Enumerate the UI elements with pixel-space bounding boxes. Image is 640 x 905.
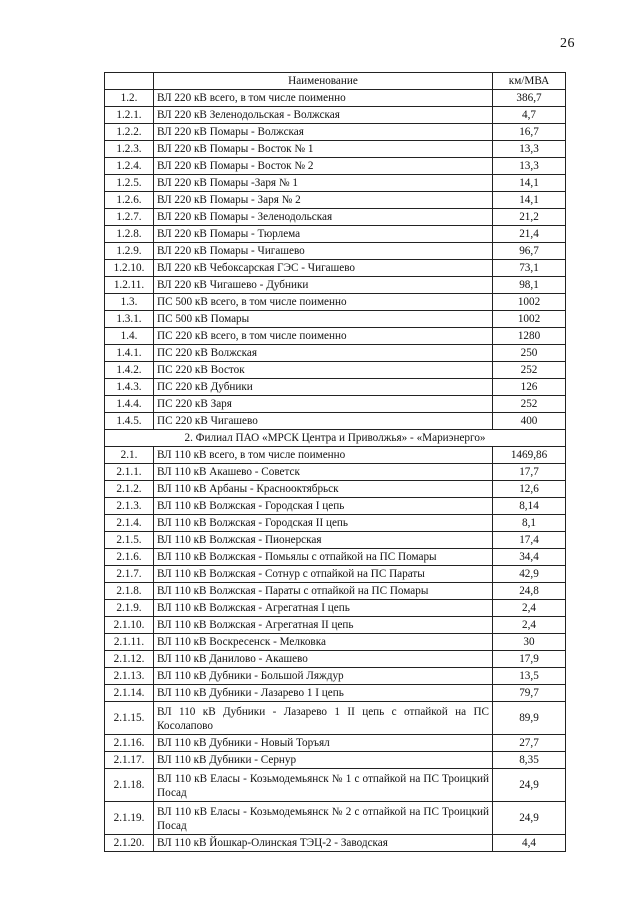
row-name: ВЛ 110 кВ Данилово - Акашево (154, 651, 493, 668)
header-number (105, 73, 154, 90)
row-value: 16,7 (493, 124, 566, 141)
row-value: 1469,86 (493, 447, 566, 464)
row-name: ВЛ 220 кВ Чигашево - Дубники (154, 277, 493, 294)
table-body (105, 90, 566, 852)
row-value: 4,4 (493, 835, 566, 852)
row-name: ПС 220 кВ Волжская (154, 345, 493, 362)
row-value: 24,9 (493, 769, 566, 802)
row-number: 1.2.11. (105, 277, 154, 294)
row-number: 2.1.8. (105, 583, 154, 600)
row-name: ВЛ 110 кВ Волжская - Сотнур с отпайкой на ПС Параты (154, 566, 493, 583)
row-value: 17,7 (493, 464, 566, 481)
row-value: 400 (493, 413, 566, 430)
table-row (105, 90, 566, 107)
row-number: 1.2.6. (105, 192, 154, 209)
row-name: ВЛ 110 кВ Дубники - Лазарево 1 II цепь с отпайкой на ПС Косолапово (154, 702, 493, 735)
row-value: 13,3 (493, 141, 566, 158)
row-value: 8,14 (493, 498, 566, 515)
row-number: 1.2.10. (105, 260, 154, 277)
row-number: 1.2. (105, 90, 154, 107)
table-row (105, 209, 566, 226)
row-value: 34,4 (493, 549, 566, 566)
row-value: 21,2 (493, 209, 566, 226)
row-value: 21,4 (493, 226, 566, 243)
row-number: 2.1.3. (105, 498, 154, 515)
row-value: 4,7 (493, 107, 566, 124)
row-name: ВЛ 110 кВ Дубники - Большой Ляждур (154, 668, 493, 685)
row-name: ВЛ 110 кВ Волжская - Агрегатная I цепь (154, 600, 493, 617)
table-row (105, 600, 566, 617)
table-row (105, 566, 566, 583)
row-name: ВЛ 110 кВ Волжская - Городская II цепь (154, 515, 493, 532)
row-name: ВЛ 110 кВ Акашево - Советск (154, 464, 493, 481)
row-number: 2.1.4. (105, 515, 154, 532)
table-row (105, 362, 566, 379)
row-name: ВЛ 110 кВ Волжская - Агрегатная II цепь (154, 617, 493, 634)
row-number: 2.1.15. (105, 702, 154, 735)
row-value: 27,7 (493, 735, 566, 752)
row-name: ВЛ 220 кВ Помары - Волжская (154, 124, 493, 141)
row-name: ВЛ 220 кВ Помары - Восток № 2 (154, 158, 493, 175)
table-row (105, 668, 566, 685)
row-name: ВЛ 110 кВ Йошкар-Олинская ТЭЦ-2 - Заводская (154, 835, 493, 852)
row-name: ВЛ 110 кВ всего, в том числе поименно (154, 447, 493, 464)
row-name: ВЛ 220 кВ Чебоксарская ГЭС - Чигашево (154, 260, 493, 277)
table-row (105, 617, 566, 634)
row-number: 2.1.11. (105, 634, 154, 651)
row-value: 1280 (493, 328, 566, 345)
row-number: 1.4. (105, 328, 154, 345)
row-name: ВЛ 110 кВ Волжская - Помьялы с отпайкой на ПС Помары (154, 549, 493, 566)
table-row (105, 107, 566, 124)
row-value: 89,9 (493, 702, 566, 735)
table-row (105, 481, 566, 498)
row-name: ВЛ 110 кВ Волжская - Параты с отпайкой на ПС Помары (154, 583, 493, 600)
table-row (105, 532, 566, 549)
table-row (105, 752, 566, 769)
row-value: 24,8 (493, 583, 566, 600)
table-row (105, 226, 566, 243)
row-number: 2.1.17. (105, 752, 154, 769)
row-value: 252 (493, 362, 566, 379)
table-row (105, 396, 566, 413)
row-name: ВЛ 110 кВ Воскресенск - Мелковка (154, 634, 493, 651)
row-number: 2.1.1. (105, 464, 154, 481)
row-number: 2.1. (105, 447, 154, 464)
row-number: 1.3.1. (105, 311, 154, 328)
table-row (105, 735, 566, 752)
row-number: 1.2.8. (105, 226, 154, 243)
row-value: 79,7 (493, 685, 566, 702)
row-value: 30 (493, 634, 566, 651)
table-row (105, 192, 566, 209)
table-row (105, 447, 566, 464)
row-number: 1.4.4. (105, 396, 154, 413)
row-name: ВЛ 110 кВ Волжская - Пионерская (154, 532, 493, 549)
row-value: 24,9 (493, 802, 566, 835)
table-row (105, 124, 566, 141)
section-heading: 2. Филиал ПАО «МРСК Центра и Приволжья» - «Мариэнерго» (105, 430, 566, 447)
table-row (105, 243, 566, 260)
row-value: 2,4 (493, 600, 566, 617)
row-value: 17,9 (493, 651, 566, 668)
row-value: 2,4 (493, 617, 566, 634)
table-row (105, 141, 566, 158)
row-name: ПС 220 кВ Дубники (154, 379, 493, 396)
row-number: 2.1.12. (105, 651, 154, 668)
table-row (105, 515, 566, 532)
row-name: ПС 220 кВ Чигашево (154, 413, 493, 430)
row-name: ВЛ 110 кВ Арбаны - Краснооктябрьск (154, 481, 493, 498)
row-value: 98,1 (493, 277, 566, 294)
row-name: ВЛ 110 кВ Волжская - Городская I цепь (154, 498, 493, 515)
row-name: ПС 500 кВ Помары (154, 311, 493, 328)
header-name: Наименование (154, 73, 493, 90)
row-name: ВЛ 110 кВ Дубники - Лазарево 1 I цепь (154, 685, 493, 702)
row-value: 8,35 (493, 752, 566, 769)
row-number: 1.4.1. (105, 345, 154, 362)
row-name: ВЛ 220 кВ Помары - Заря № 2 (154, 192, 493, 209)
row-number: 2.1.9. (105, 600, 154, 617)
table-row (105, 802, 566, 835)
header-value: км/МВА (493, 73, 566, 90)
row-number: 1.4.2. (105, 362, 154, 379)
row-value: 1002 (493, 311, 566, 328)
row-number: 2.1.13. (105, 668, 154, 685)
row-number: 2.1.14. (105, 685, 154, 702)
row-number: 1.4.3. (105, 379, 154, 396)
row-name: ВЛ 220 кВ Помары - Чигашево (154, 243, 493, 260)
row-number: 2.1.10. (105, 617, 154, 634)
page-number: 26 (560, 36, 575, 51)
row-number: 2.1.16. (105, 735, 154, 752)
row-number: 1.2.7. (105, 209, 154, 226)
table-row (105, 769, 566, 802)
row-name: ВЛ 110 кВ Дубники - Новый Торъял (154, 735, 493, 752)
row-name: ПС 500 кВ всего, в том числе поименно (154, 294, 493, 311)
table-row (105, 379, 566, 396)
row-name: ВЛ 220 кВ Помары -Заря № 1 (154, 175, 493, 192)
row-name: ВЛ 220 кВ всего, в том числе поименно (154, 90, 493, 107)
row-number: 1.2.3. (105, 141, 154, 158)
table-row (105, 498, 566, 515)
table-row (105, 413, 566, 430)
row-value: 14,1 (493, 175, 566, 192)
row-value: 250 (493, 345, 566, 362)
row-value: 73,1 (493, 260, 566, 277)
table-row (105, 175, 566, 192)
table-row (105, 277, 566, 294)
table-row (105, 328, 566, 345)
row-name: ВЛ 110 кВ Еласы - Козьмодемьянск № 2 с отпайкой на ПС Троицкий Посад (154, 802, 493, 835)
row-value: 8,1 (493, 515, 566, 532)
row-number: 1.2.5. (105, 175, 154, 192)
row-name: ВЛ 110 кВ Дубники - Сернур (154, 752, 493, 769)
row-number: 1.2.9. (105, 243, 154, 260)
table-row (105, 651, 566, 668)
row-number: 2.1.20. (105, 835, 154, 852)
table-row (105, 634, 566, 651)
row-value: 126 (493, 379, 566, 396)
table-row (105, 311, 566, 328)
table-row (105, 583, 566, 600)
row-number: 2.1.7. (105, 566, 154, 583)
table-row (105, 835, 566, 852)
row-number: 2.1.5. (105, 532, 154, 549)
row-name: ВЛ 220 кВ Помары - Тюрлема (154, 226, 493, 243)
row-name: ВЛ 220 кВ Помары - Восток № 1 (154, 141, 493, 158)
row-value: 96,7 (493, 243, 566, 260)
row-number: 2.1.19. (105, 802, 154, 835)
section-heading-row (105, 430, 566, 447)
table-row (105, 702, 566, 735)
row-number: 1.2.4. (105, 158, 154, 175)
row-number: 2.1.18. (105, 769, 154, 802)
table-row (105, 260, 566, 277)
row-number: 1.3. (105, 294, 154, 311)
row-value: 13,5 (493, 668, 566, 685)
row-number: 2.1.2. (105, 481, 154, 498)
row-name: ВЛ 110 кВ Еласы - Козьмодемьянск № 1 с отпайкой на ПС Троицкий Посад (154, 769, 493, 802)
row-value: 13,3 (493, 158, 566, 175)
table-row (105, 549, 566, 566)
row-value: 17,4 (493, 532, 566, 549)
row-value: 252 (493, 396, 566, 413)
row-number: 2.1.6. (105, 549, 154, 566)
row-value: 42,9 (493, 566, 566, 583)
table-row (105, 158, 566, 175)
row-name: ПС 220 кВ Заря (154, 396, 493, 413)
row-name: ВЛ 220 кВ Помары - Зеленодольская (154, 209, 493, 226)
table-row (105, 464, 566, 481)
row-value: 14,1 (493, 192, 566, 209)
row-name: ПС 220 кВ Восток (154, 362, 493, 379)
row-value: 386,7 (493, 90, 566, 107)
grid-objects-table (104, 72, 566, 852)
row-name: ПС 220 кВ всего, в том числе поименно (154, 328, 493, 345)
row-number: 1.2.1. (105, 107, 154, 124)
row-name: ВЛ 220 кВ Зеленодольская - Волжская (154, 107, 493, 124)
row-value: 12,6 (493, 481, 566, 498)
table-row (105, 345, 566, 362)
row-value: 1002 (493, 294, 566, 311)
row-number: 1.4.5. (105, 413, 154, 430)
table-header-row (105, 73, 566, 90)
table-row (105, 294, 566, 311)
row-number: 1.2.2. (105, 124, 154, 141)
table-row (105, 685, 566, 702)
